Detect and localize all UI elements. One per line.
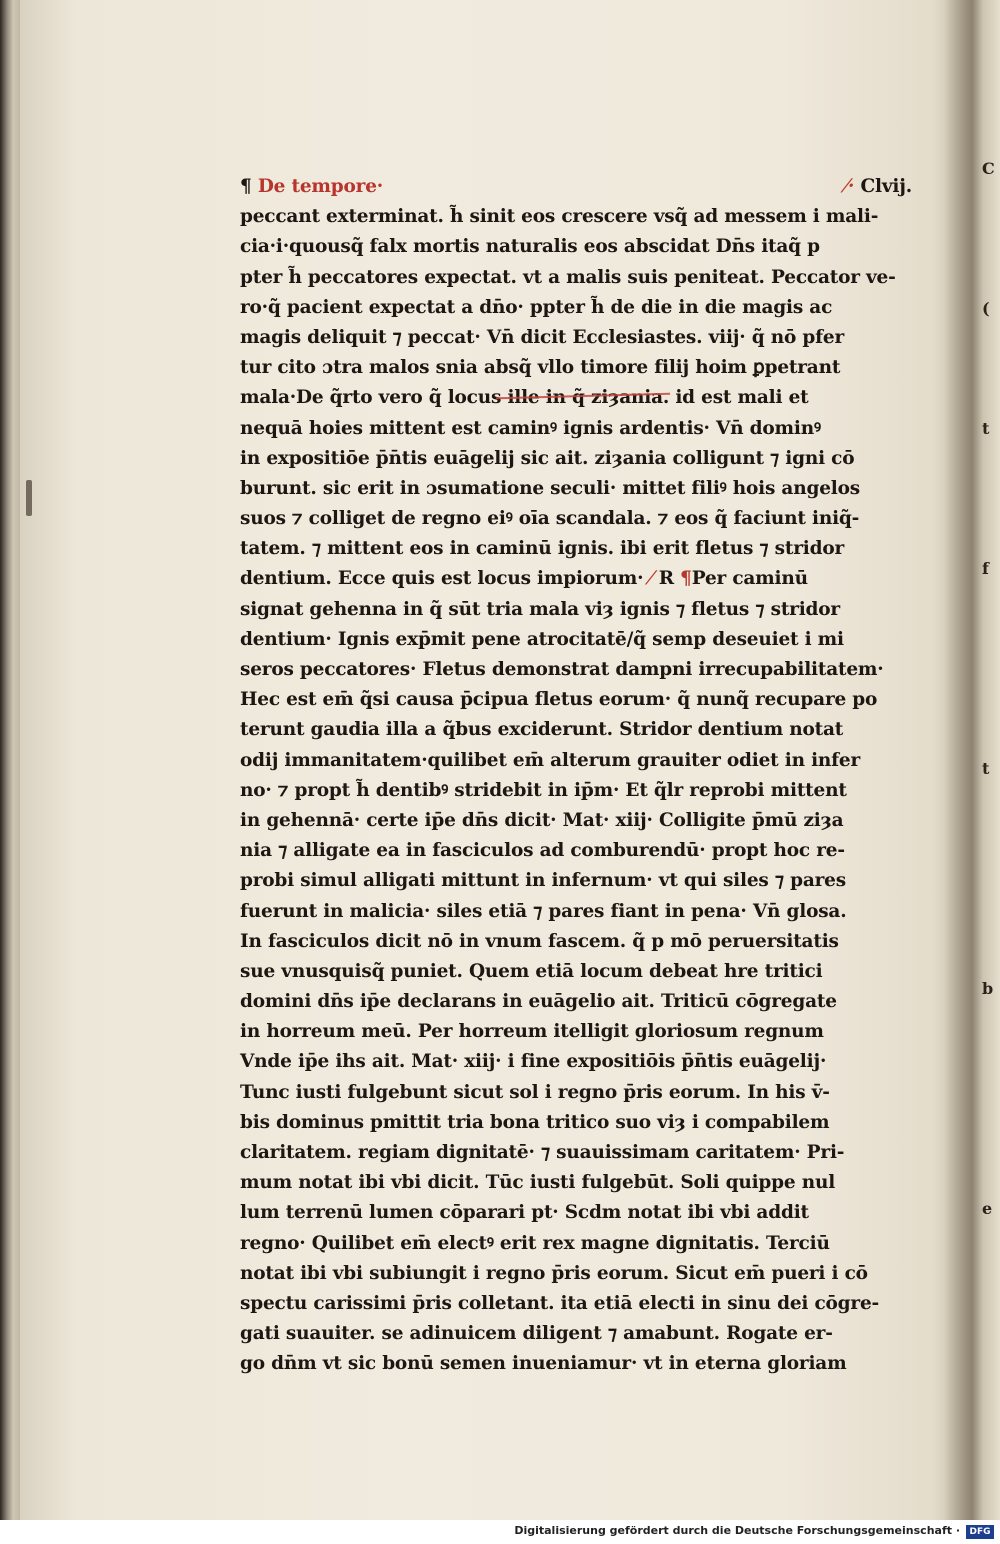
text-line (240, 987, 912, 1017)
text-line-content: cia·i·quousq̃ falx mortis naturalis eos abscidat Dn̄s itaq̃ p (240, 236, 820, 258)
text-line (240, 202, 912, 232)
text-line-content: in expositiōe p̄n̄tis euāgelij sic ait. ziȝania colligunt ⁊ igni cō (240, 447, 855, 469)
text-line (240, 776, 912, 806)
text-line-content: odij immanitatem·quilibet em̄ alterum grauiter odiet in infer (240, 749, 861, 771)
text-line-content: In fasciculos dicit nō in vnum fascem. q̃ p mō peruersitatis (240, 930, 839, 952)
pilcrow-icon: ¶ (240, 176, 252, 197)
text-line (240, 625, 912, 655)
dfg-logo: DFG (966, 1525, 994, 1539)
binding-mark (26, 480, 32, 516)
text-line-content: Hec est em̄ q̃si causa p̄cipua fletus eorum· q̃ nunq̃ recupare po (240, 689, 878, 711)
facing-page-glyph: C (982, 159, 995, 178)
text-line (240, 1017, 912, 1047)
left-page-edges (0, 0, 22, 1520)
facing-page-glyph: t (982, 759, 990, 778)
text-line (240, 836, 912, 866)
facing-page-glyph: f (982, 559, 989, 578)
facing-page-glyph: ( (982, 299, 990, 318)
text-line (240, 897, 912, 927)
text-line (240, 806, 912, 836)
text-line (240, 957, 912, 987)
text-line (240, 927, 912, 957)
text-line (240, 444, 912, 474)
text-line-content: signat gehenna in q̃ sūt tria mala viȝ ignis ⁊ fletus ⁊ stridor (240, 598, 840, 620)
rubric-mark-icon: ⁄· (845, 176, 855, 197)
text-line-content: domini dn̄s ip̄e declarans in euāgelio ait. Triticū cōgregate (240, 991, 837, 1013)
running-header (240, 172, 912, 202)
text-line (240, 353, 912, 383)
text-line (240, 715, 912, 745)
text-line-content: mala·De q̃rto vero q̃ locus ille in q̃ ziȝania. id est mali et (240, 387, 809, 409)
facing-page-edge (972, 0, 1000, 1520)
text-line-content: lum terrenū lumen cōparari pt· Scdm notat ibi vbi addit (240, 1202, 809, 1224)
text-line-content: tatem. ⁊ mittent eos in caminū ignis. ibi erit fletus ⁊ stridor (240, 538, 845, 560)
text-line-content: seros peccatores· Fletus demonstrat dampni irrecupabilitatem· (240, 659, 884, 680)
text-line (240, 1047, 912, 1077)
page-text-block (240, 172, 912, 1380)
text-line-content: spectu carissimi p̄ris colletant. ita etiā electi in sinu dei cōgre- (240, 1292, 879, 1314)
text-line (240, 263, 912, 293)
rubric-mark-icon: ⁄ (643, 568, 659, 590)
text-lines (240, 202, 912, 1379)
text-line (240, 323, 912, 353)
text-line (240, 1349, 912, 1379)
text-line (240, 383, 912, 413)
facing-page-glyph: b (982, 979, 994, 998)
text-line-content: fuerunt in malicia· siles etiā ⁊ pares fiant in pena· Vn̄ glosa. (240, 900, 847, 922)
text-line (240, 1198, 912, 1228)
text-line (240, 866, 912, 896)
text-line (240, 746, 912, 776)
text-line (240, 474, 912, 504)
text-line-content: in horreum meū. Per horreum itelligit gloriosum regnum (240, 1021, 824, 1043)
text-line (240, 1138, 912, 1168)
text-line (240, 1108, 912, 1138)
text-line-content: regno· Quilibet em̄ electꝰ erit rex magne dignitatis. Terciū (240, 1232, 830, 1254)
text-line-content: bis dominus pmittit tria bona tritico suo viȝ i compabilem (240, 1111, 830, 1133)
text-line (240, 1319, 912, 1349)
text-line (240, 595, 912, 625)
text-line (240, 1259, 912, 1289)
text-line-content: peccant exterminat. h̃ sinit eos crescere vsq̃ ad messem i mali- (240, 206, 879, 228)
text-line (240, 534, 912, 564)
text-line (240, 564, 912, 594)
text-line-content: gati suauiter. se adinuicem diligent ⁊ amabunt. Rogate er- (240, 1323, 833, 1345)
text-line-content: Vnde ip̄e ihs ait. Mat· xiij· i fine expositiōis p̄n̄tis euāgelij· (240, 1051, 827, 1073)
text-line (240, 293, 912, 323)
text-line-content: go dn̄m vt sic bonū semen inueniamur· vt in eterna gloriam (240, 1353, 847, 1375)
footer-credit: Digitalisierung gefördert durch die Deutsche Forschungsgemeinschaft · (514, 1524, 960, 1537)
text-line (240, 685, 912, 715)
text-line-content: notat ibi vbi subiungit i regno p̄ris eorum. Sicut em̄ pueri i cō (240, 1262, 868, 1284)
text-line-content: suos ⁊ colliget de regno eiꝰ oīa scandala. ⁊ eos q̃ faciunt iniq̃- (240, 508, 860, 530)
text-line (240, 655, 912, 685)
rubric-continuation: Per caminū (691, 568, 808, 590)
text-line (240, 1289, 912, 1319)
text-line-content: tur cito ɔtra malos snia absq̃ vllo timore filij hoim ꝑpetrant (240, 357, 841, 379)
text-line-content: mum notat ibi vbi dicit. Tūc iusti fulgebūt. Soli quippe nul (240, 1172, 836, 1194)
facing-page-glyph: t (982, 419, 990, 438)
text-line-content: burunt. sic erit in ɔsumatione seculi· mittet filiꝰ hois angelos (240, 477, 860, 499)
text-line-content: Tunc iusti fulgebunt sicut sol i regno p̄ris eorum. In his v̄- (240, 1081, 830, 1103)
text-line-content: probi simul alligati mittunt in infernum· vt qui siles ⁊ pares (240, 870, 846, 892)
text-line-content: dentium. Ecce quis est locus impiorum· (240, 568, 644, 590)
header-left: De tempore· (257, 176, 384, 197)
header-right-group (845, 172, 912, 202)
text-line (240, 1229, 912, 1259)
gutter-shadow (944, 0, 972, 1520)
text-line-content: nequā hoies mittent est caminꝰ ignis ardentis· Vn̄ dominꝰ (240, 417, 821, 439)
text-line-content: in gehennā· certe ip̄e dn̄s dicit· Mat· xiij· Colligite p̄mū ziȝa (240, 809, 844, 831)
text-line-content: dentium· Ignis exp̄mit pene atrocitatē/q̃ semp deseuiet i mi (240, 628, 844, 650)
text-line-content: pter h̃ peccatores expectat. vt a malis suis peniteat. Peccator ve- (240, 266, 896, 288)
text-line-content: claritatem. regiam dignitatē· ⁊ suauissimam caritatem· Pri- (240, 1142, 845, 1163)
text-line (240, 504, 912, 534)
text-line-content: nia ⁊ alligate ea in fasciculos ad comburendū· propt hoc re- (240, 840, 845, 862)
footer-bar (0, 1520, 1000, 1544)
text-line (240, 1168, 912, 1198)
text-line (240, 232, 912, 262)
text-line-content: no· ⁊ propt h̃ dentibꝰ stridebit in ip̄m· Et q̃lr reprobi mittent (240, 779, 847, 801)
text-line-content: magis deliquit ⁊ peccat· Vn̄ dicit Ecclesiastes. viij· q̃ nō pfer (240, 326, 844, 348)
facing-page-glyph: e (982, 1199, 993, 1218)
folio-number: Clvij. (860, 176, 912, 197)
pilcrow-icon: ¶ (673, 568, 692, 590)
text-line (240, 414, 912, 444)
rubric-inline: R (658, 568, 674, 590)
text-line-content: sue vnusquisq̃ puniet. Quem etiā locum debeat hre tritici (240, 960, 823, 982)
text-line-content: terunt gaudia illa a q̃bus exciderunt. Stridor dentium notat (240, 719, 844, 741)
text-line (240, 1078, 912, 1108)
text-line-content: ro·q̃ pacient expectat a dn̄o· ppter h̃ de die in die magis ac (240, 296, 833, 318)
